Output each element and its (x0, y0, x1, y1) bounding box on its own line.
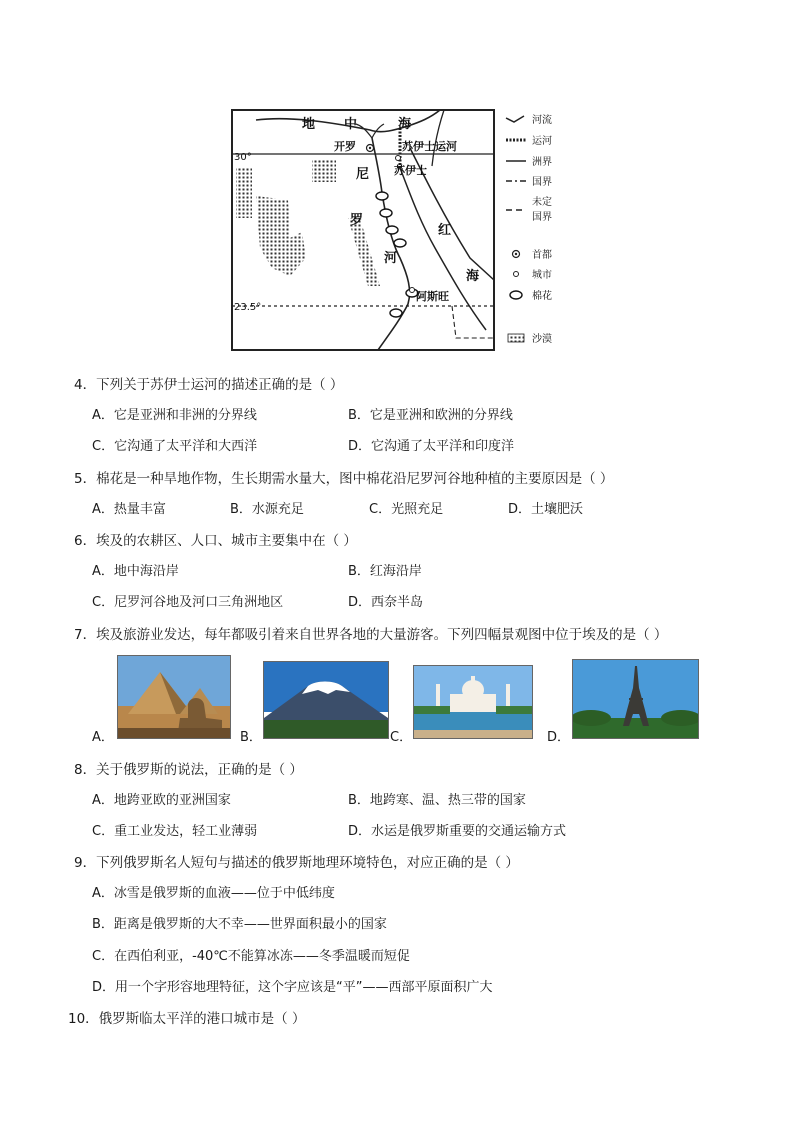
question-5-stem: 5．棉花是一种旱地作物，生长期需水量大，图中棉花沿尼罗河谷地种植的主要原因是（ ） (74, 471, 614, 487)
eiffel-tower-photo[interactable] (572, 659, 699, 739)
q9-option-d[interactable]: D．用一个字形容地理特征，这个字应该是“平”——西部平原面积广大 (92, 980, 493, 995)
svg-text:国界: 国界 (532, 177, 552, 188)
desert-patch (236, 168, 252, 218)
q8-option-c[interactable]: C．重工业发达，轻工业薄弱 (92, 824, 258, 839)
river-label: 河 (384, 251, 398, 266)
question-8-stem: 8．关于俄罗斯的说法，正确的是（ ） (74, 762, 303, 778)
sea-label: 海 (466, 269, 480, 284)
svg-text:首都: 首都 (532, 250, 552, 261)
q4-option-c[interactable]: C．它沟通了太平洋和大西洋 (92, 439, 258, 454)
city-label: 阿斯旺 (416, 290, 449, 303)
taj-mahal-photo[interactable] (413, 665, 533, 739)
q7-option-a-label[interactable]: A． (92, 730, 114, 745)
svg-text:棉花: 棉花 (532, 291, 552, 302)
q8-option-d[interactable]: D．水运是俄罗斯重要的交通运输方式 (348, 824, 567, 839)
river-icon (506, 116, 524, 122)
svg-text:国界: 国界 (532, 212, 552, 223)
svg-text:洲界: 洲界 (532, 157, 552, 168)
q6-option-a[interactable]: A．地中海沿岸 (92, 564, 179, 579)
egypt-map-figure (230, 108, 560, 353)
q9-option-b[interactable]: B．距离是俄罗斯的大不幸——世界面积最小的国家 (92, 917, 387, 932)
svg-text:未定: 未定 (532, 197, 552, 208)
q5-option-b[interactable]: B．水源充足 (230, 502, 304, 517)
q4-option-b[interactable]: B．它是亚洲和欧洲的分界线 (348, 408, 513, 423)
latitude-label: 23.5° (234, 302, 262, 313)
q4-option-a[interactable]: A．它是亚洲和非洲的分界线 (92, 408, 257, 423)
mount-fuji-photo[interactable] (263, 661, 389, 739)
nile-delta-branch (356, 124, 372, 138)
question-10-stem: 10．俄罗斯临太平洋的港口城市是（ ） (68, 1011, 306, 1027)
sea-label: 地 (302, 117, 316, 132)
map-legend (506, 113, 552, 345)
svg-text:运河: 运河 (532, 136, 552, 147)
cotton-icon (510, 291, 522, 299)
q8-option-a[interactable]: A．地跨亚欧的亚洲国家 (92, 793, 231, 808)
question-6-stem: 6．埃及的农耕区、人口、城市主要集中在（ ） (74, 533, 357, 549)
city-icon (396, 156, 401, 161)
q6-option-d[interactable]: D．西奈半岛 (348, 595, 424, 610)
q6-option-b[interactable]: B．红海沿岸 (348, 564, 422, 579)
svg-text:城市: 城市 (532, 270, 552, 281)
q5-option-a[interactable]: A．热量丰富 (92, 502, 166, 517)
q7-option-d-label[interactable]: D． (547, 730, 571, 745)
city-icon (514, 272, 519, 277)
question-7-stem: 7．埃及旅游业发达，每年都吸引着来自世界各地的大量游客。下列四幅景观图中位于埃及的是（ ） (74, 627, 668, 643)
svg-text:沙漠: 沙漠 (532, 334, 552, 345)
q5-option-d[interactable]: D．土壤肥沃 (508, 502, 584, 517)
q6-option-c[interactable]: C．尼罗河谷地及河口三角洲地区 (92, 595, 284, 610)
desert-patch (348, 218, 380, 286)
q5-option-c[interactable]: C．光照充足 (369, 502, 444, 517)
canal-label: 苏伊士运河 (402, 140, 457, 153)
desert-patch (312, 160, 336, 182)
desert-patch (256, 196, 306, 276)
q7-option-c-label[interactable]: C． (390, 730, 413, 745)
q9-option-c[interactable]: C．在西伯利亚，-40℃不能算冰冻——冬季温暖而短促 (92, 949, 410, 964)
question-4-stem: 4．下列关于苏伊士运河的描述正确的是（ ） (74, 377, 344, 393)
city-icon (410, 288, 415, 293)
latitude-label: 30° (234, 152, 252, 163)
city-label: 开罗 (334, 140, 356, 153)
city-label: 苏伊士 (394, 164, 427, 177)
gulf-of-aqaba (432, 110, 444, 166)
q8-option-b[interactable]: B．地跨寒、温、热三带的国家 (348, 793, 526, 808)
svg-text:河流: 河流 (532, 115, 552, 126)
pyramid-sphinx-photo[interactable] (117, 655, 231, 739)
sea-label: 中 (344, 117, 358, 132)
q9-option-a[interactable]: A．冰雪是俄罗斯的血液——位于中低纬度 (92, 886, 335, 901)
q4-option-d[interactable]: D．它沟通了太平洋和印度洋 (348, 439, 515, 454)
question-9-stem: 9．下列俄罗斯名人短句与描述的俄罗斯地理环境特色，对应正确的是（ ） (74, 855, 519, 871)
river-label: 罗 (350, 213, 364, 228)
sea-label: 红 (438, 223, 452, 238)
desert-icon (508, 334, 524, 342)
q7-option-b-label[interactable]: B． (240, 730, 262, 745)
sea-label: 海 (398, 117, 412, 132)
river-label: 尼 (356, 167, 370, 182)
